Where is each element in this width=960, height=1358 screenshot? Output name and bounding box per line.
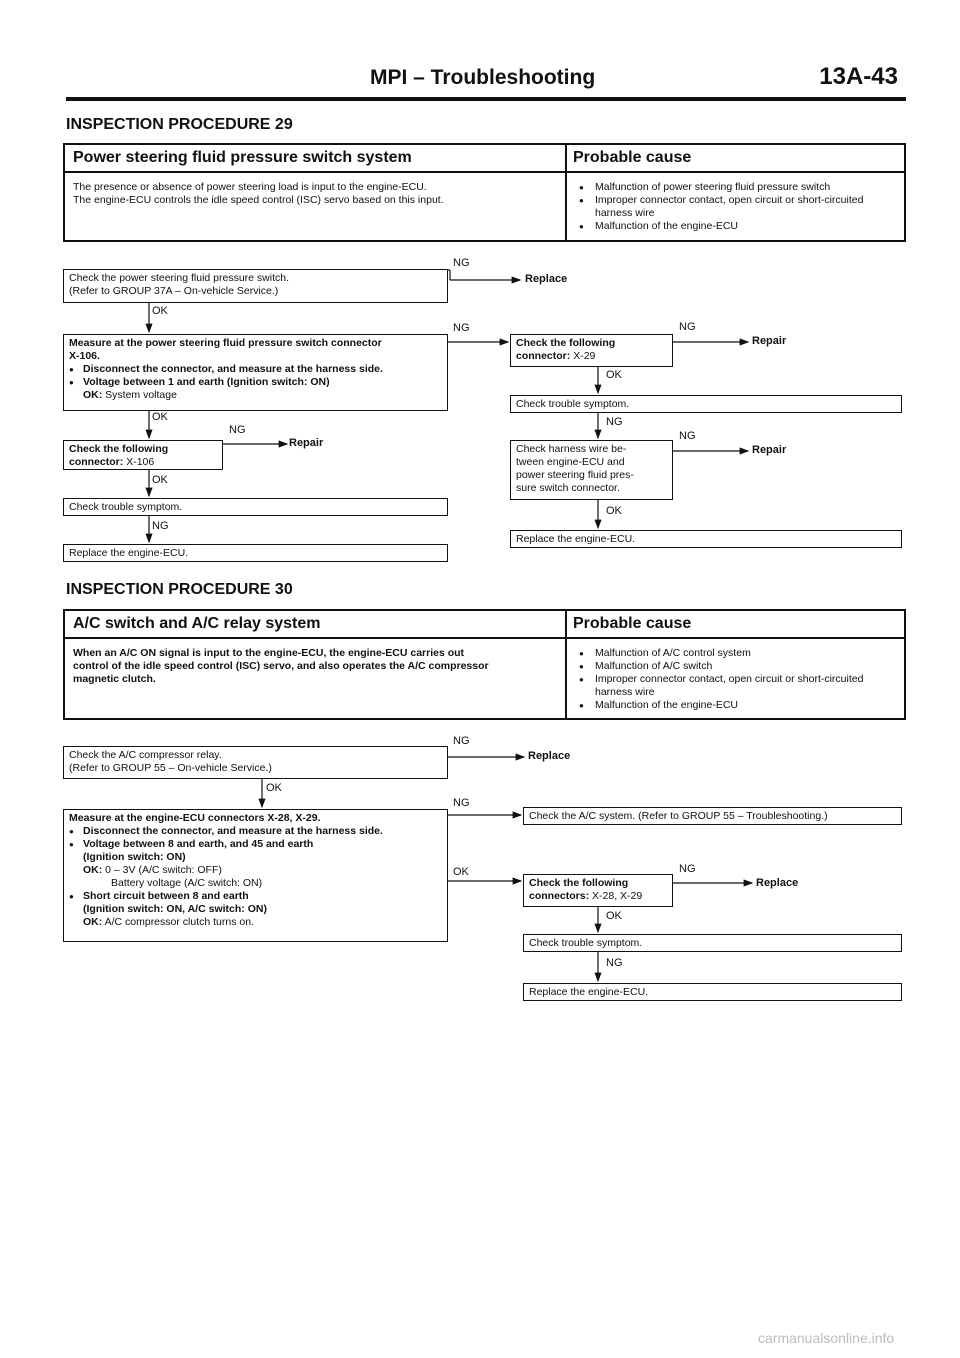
- step-replace-ecu: Replace the engine-ECU.: [63, 544, 448, 562]
- step-replace-ecu-right: Replace the engine-ECU.: [510, 530, 902, 548]
- step-check-connector-x106: Check the following connector: X-106: [63, 440, 223, 470]
- step-check-trouble-symptom-30: Check trouble symptom.: [523, 934, 902, 952]
- ng-label: NG: [453, 797, 470, 809]
- ok-label: OK: [152, 305, 168, 317]
- step-check-harness: Check harness wire be- tween engine-ECU and power steering fluid pres- sure switch connector.: [510, 440, 673, 500]
- action-repair: Repair: [289, 437, 324, 449]
- system-heading: Power steering fluid pressure switch system: [65, 145, 565, 173]
- ng-label: NG: [679, 321, 696, 333]
- ok-label: OK: [606, 369, 622, 381]
- step-check-connectors-x28-x29: Check the following connectors: X-28, X-29: [523, 874, 673, 907]
- step-check-ac-system: Check the A/C system. (Refer to GROUP 55 – Troubleshooting.): [523, 807, 902, 825]
- ok-label: OK: [453, 866, 469, 878]
- action-repair: Repair: [752, 335, 787, 347]
- ng-label: NG: [679, 430, 696, 442]
- cause-item: ● Malfunction of power steering fluid pressure switch: [579, 181, 897, 194]
- procedure-30-title: INSPECTION PROCEDURE 30: [66, 581, 293, 598]
- ok-label: OK: [152, 411, 168, 423]
- step-measure-ecu-connectors: Measure at the engine-ECU connectors X-28, X-29. ● Disconnect the connector, and measure at the harness side. ● Voltage between 8 and earth, and 45 and earth (Ignition switch: ON) OK: 0 – 3V (A/C switch: OFF) Battery voltage (A/C switch: ON) ● Short circuit between 8 and earth (Ignition switch: ON, A/C switch: ON) OK: A/C compressor clutch turns on.: [63, 809, 448, 942]
- ng-label: NG: [453, 257, 470, 269]
- ng-label: NG: [606, 957, 623, 969]
- action-replace: Replace: [525, 273, 568, 285]
- step-check-trouble-symptom: Check trouble symptom.: [63, 498, 448, 516]
- step-check-connector-x29: Check the following connector: X-29: [510, 334, 673, 367]
- ng-label: NG: [229, 424, 246, 436]
- ok-label: OK: [606, 910, 622, 922]
- ok-label: OK: [266, 782, 282, 794]
- footer-watermark: carmanualsonline.info: [758, 1330, 895, 1346]
- cause-item: ● Malfunction of the engine-ECU: [579, 220, 897, 233]
- step-check-trouble-symptom-right: Check trouble symptom.: [510, 395, 902, 413]
- ng-label: NG: [453, 735, 470, 747]
- ng-label: NG: [453, 322, 470, 334]
- ng-label: NG: [606, 416, 623, 428]
- action-replace: Replace: [528, 750, 571, 762]
- step-check-ac-relay: Check the A/C compressor relay. (Refer to GROUP 55 – On-vehicle Service.): [63, 746, 448, 779]
- page-header-title: MPI – Troubleshooting: [370, 66, 596, 89]
- action-replace: Replace: [756, 877, 799, 889]
- system-heading: A/C switch and A/C relay system: [65, 611, 565, 639]
- ok-label: OK: [606, 505, 622, 517]
- step-check-ps-switch: Check the power steering fluid pressure switch. (Refer to GROUP 37A – On-vehicle Service.): [63, 269, 448, 303]
- probable-cause-heading: Probable cause: [565, 145, 904, 173]
- probable-cause-heading: Probable cause: [565, 611, 904, 639]
- cause-item: ● Improper connector contact, open circuit or short-circuited harness wire: [579, 673, 897, 699]
- system-description: The presence or absence of power steering load is input to the engine-ECU. The engine-ECU controls the idle speed control (ISC) servo based on this input.: [73, 181, 444, 206]
- ng-label: NG: [679, 863, 696, 875]
- cause-item: ● Improper connector contact, open circuit or short-circuited harness wire: [579, 194, 897, 220]
- action-repair: Repair: [752, 444, 787, 456]
- cause-item: ● Malfunction of the engine-ECU: [579, 699, 897, 712]
- procedure-29-title: INSPECTION PROCEDURE 29: [66, 116, 293, 133]
- step-measure-ps-connector: Measure at the power steering fluid pressure switch connector X-106. ● Disconnect the connector, and measure at the harness side. ● Voltage between 1 and earth (Ignition switch: ON) OK: System voltage: [63, 334, 448, 411]
- step-replace-ecu-30: Replace the engine-ECU.: [523, 983, 902, 1001]
- ng-label: NG: [152, 520, 169, 532]
- ok-label: OK: [152, 474, 168, 486]
- page-number: 13A-43: [819, 63, 898, 90]
- cause-item: ● Malfunction of A/C switch: [579, 660, 897, 673]
- cause-item: ● Malfunction of A/C control system: [579, 647, 897, 660]
- system-description: When an A/C ON signal is input to the engine-ECU, the engine-ECU carries out control of the idle speed control (ISC) servo, and also operates the A/C compressor magnetic clutch.: [73, 647, 489, 685]
